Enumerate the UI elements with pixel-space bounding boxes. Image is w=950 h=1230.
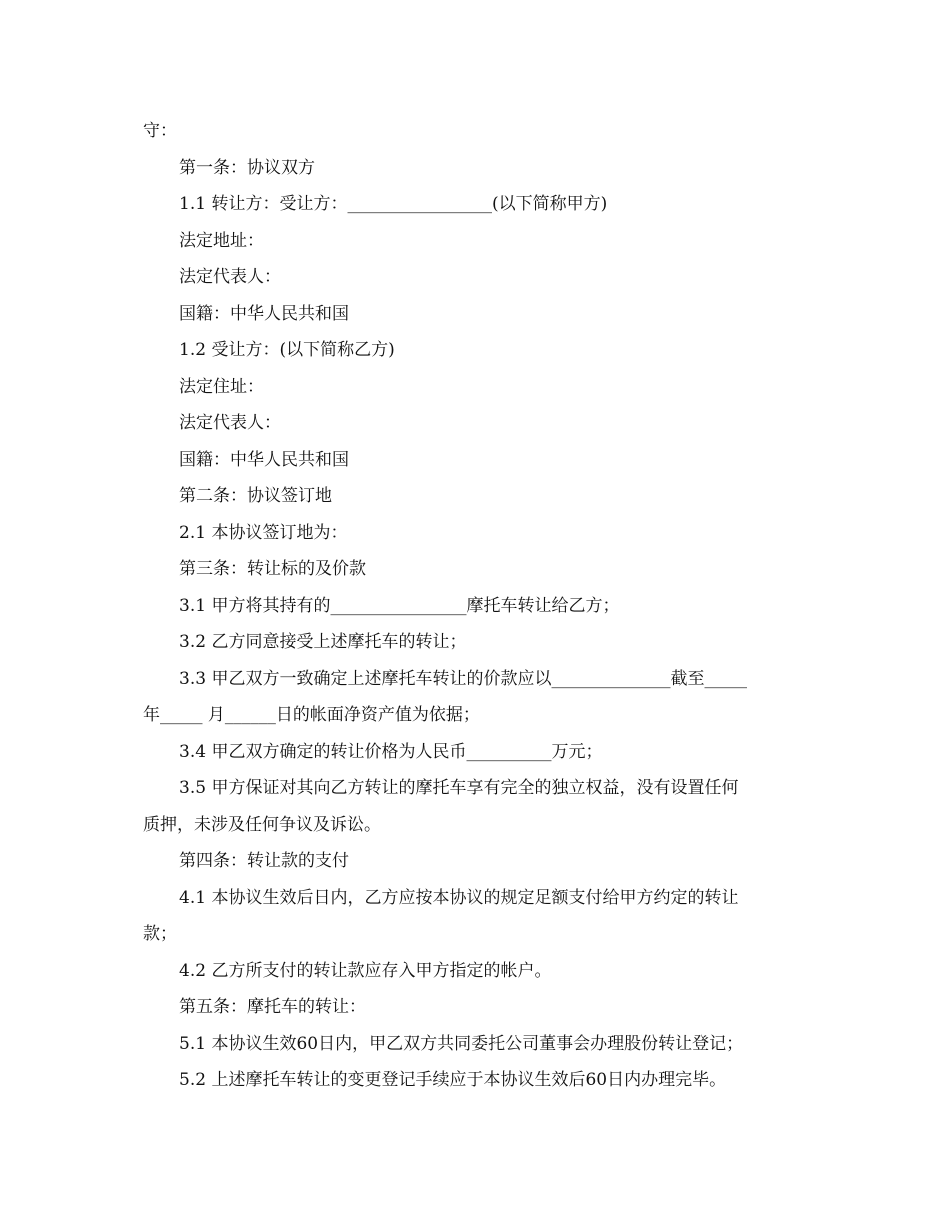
document-body bbox=[143, 113, 803, 1099]
text-line: 法定代表人： bbox=[179, 267, 281, 287]
article-heading: 第三条：转让标的及价款 bbox=[179, 559, 366, 579]
text-line: 国籍：中华人民共和国 bbox=[179, 449, 349, 470]
clause-continuation: 年_____ 月______日的帐面净资产值为依据； bbox=[143, 705, 480, 725]
clause-line: 3.4 甲乙双方确定的转让价格为人民币__________万元； bbox=[179, 741, 603, 762]
clause-line: 3.2 乙方同意接受上述摩托车的转让； bbox=[179, 632, 467, 652]
text-line: 法定住址： bbox=[179, 376, 264, 397]
clause-line: 5.1 本协议生效60日内，甲乙双方共同委托公司董事会办理股份转让登记； bbox=[179, 1033, 744, 1054]
text-line: 国籍：中华人民共和国 bbox=[179, 303, 349, 324]
text-line: 守： bbox=[143, 121, 177, 141]
clause-continuation: 质押，未涉及任何争议及诉讼。 bbox=[143, 814, 381, 835]
clause-line: 3.3 甲乙双方一致确定上述摩托车转让的价款应以______________截至_____ bbox=[179, 668, 747, 689]
clause-line: 1.1 转让方：受让方：_________________(以下简称甲方) bbox=[179, 194, 608, 214]
article-heading: 第五条：摩托车的转让： bbox=[179, 997, 366, 1017]
article-heading: 第二条：协议签订地 bbox=[179, 486, 332, 506]
clause-line: 4.2 乙方所支付的转让款应存入甲方指定的帐户。 bbox=[179, 960, 552, 981]
clause-line: 3.1 甲方将其持有的________________摩托车转让给乙方； bbox=[179, 595, 620, 616]
article-heading: 第四条：转让款的支付 bbox=[179, 851, 349, 871]
article-heading: 第一条：协议双方 bbox=[179, 157, 315, 178]
clause-line: 2.1 本协议签订地为： bbox=[179, 522, 348, 543]
clause-line: 4.1 本协议生效后日内，乙方应按本协议的规定足额支付给甲方约定的转让 bbox=[179, 887, 739, 908]
clause-line: 1.2 受让方：(以下简称乙方) bbox=[179, 340, 395, 360]
clause-continuation: 款； bbox=[143, 924, 177, 944]
text-line: 法定地址： bbox=[179, 230, 264, 251]
clause-line: 3.5 甲方保证对其向乙方转让的摩托车享有完全的独立权益，没有设置任何 bbox=[179, 778, 739, 798]
text-line: 法定代表人： bbox=[179, 413, 281, 433]
clause-line: 5.2 上述摩托车转让的变更登记手续应于本协议生效后60日内办理完毕。 bbox=[179, 1070, 727, 1090]
